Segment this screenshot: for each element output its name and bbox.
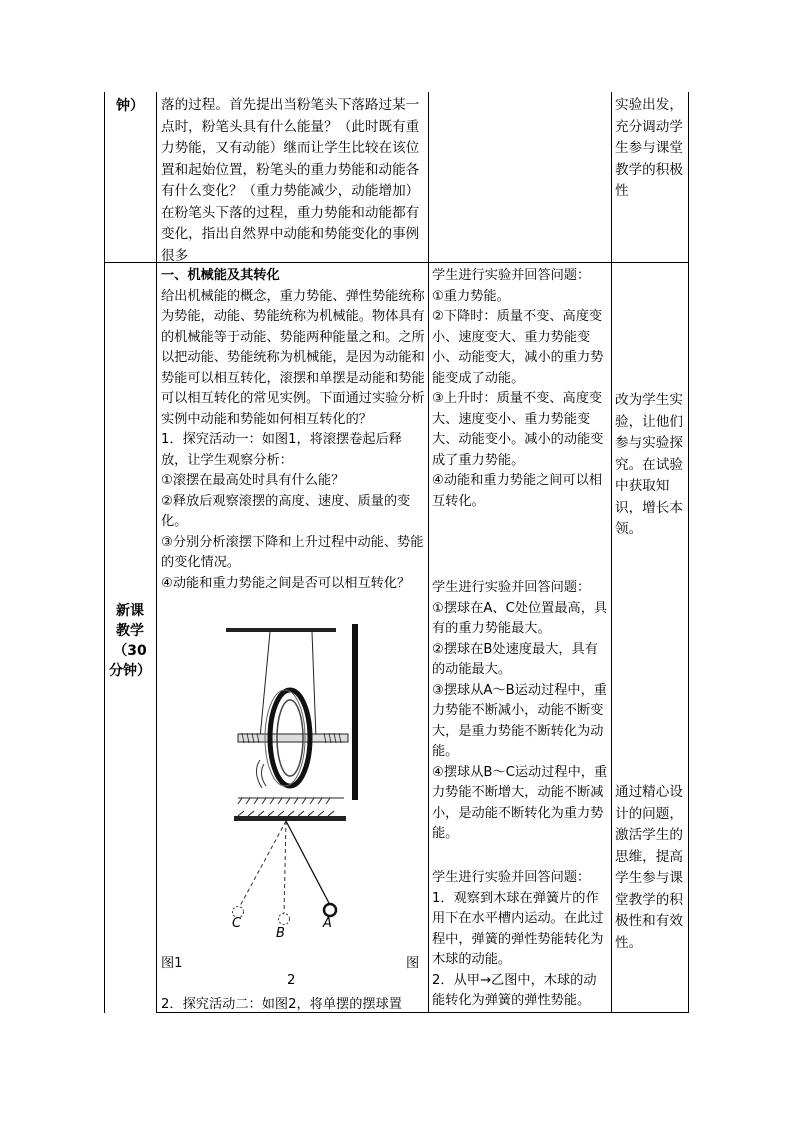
student-answer: ④摆球从B～C运动过程中，重力势能不断增大，动能不断减小，是动能不断转化为重力势能。 (432, 764, 608, 841)
design-intent-2: 通过精心设计的问题，激活学生的思维，提高学生参与课堂教学的积极性和有效性。 (615, 784, 683, 951)
table-line (611, 92, 612, 1013)
section-title: 一、机械能及其转化 (161, 268, 280, 283)
figure2-caption: 图 (406, 956, 420, 971)
design-intent-1: 改为学生实验，让他们参与实验探究。在试验中获取知识，增长本领。 (615, 392, 683, 537)
student-answer: 学生进行实验并回答问题： (432, 580, 591, 595)
student-answer: ③上升时：质量不变、高度变大、速度变小、重力势能变大、动能变小。减小的动能变成了重力势能。 (432, 391, 604, 468)
section-label (106, 601, 154, 681)
student-answer: ①摆球在A、C处位置最高，具有的重力势能最大。 (432, 600, 608, 636)
student-answer: ④动能和重力势能之间可以相互转化。 (432, 473, 603, 509)
row1-left-label: 钟） (116, 98, 144, 114)
question-3: ③分别分析滚摆下降和上升过程中动能、势能的变化情况。 (161, 534, 424, 570)
student-answer: 1．观察到木球在弹簧片的作用下在水平槽内运动。在此过程中，弹簧的弹性势能转化为木球的动能。 (432, 890, 604, 967)
student-activity-2 (432, 578, 608, 845)
section-label-line: 教学 (116, 623, 144, 639)
pendulum-label-a: A (323, 916, 332, 931)
intro-paragraph: 给出机械能的概念，重力势能、弹性势能统称为势能，动能、势能统称为机械能。物体具有的机械能等于动能、势能两种能量之和。之所以把动能、势能统称为机械能，是因为动能和势能可以相互转化，滚摆和单摆是动能和势能可以相互转化的常见实例。下面通过实验分析实例中动能和势能如何相互转化的？ (161, 288, 425, 427)
student-answer: ③摆球从A～B运动过程中，重力势能不断减小，动能不断变大，是重力势能不断转化为动能。 (432, 682, 607, 759)
table-line (688, 92, 689, 1013)
student-answer: 学生进行实验并回答问题： (432, 268, 591, 283)
student-answer: 2．从甲→乙图中，木球的动能转化为弹簧的弹性势能。 (432, 972, 597, 1008)
student-answer: 学生进行实验并回答问题： (432, 870, 591, 885)
table-line (156, 1012, 689, 1013)
section-label-line: 分钟） (109, 663, 151, 679)
rolling-pendulum-figure (224, 620, 364, 806)
row1-right-text: 实验出发，充分调动学生参与课堂教学的积极性 (615, 97, 683, 199)
student-activity-3 (432, 868, 608, 1012)
row1-main-text: 落的过程。首先提出当粉笔头下落路过某一点时，粉笔头具有什么能量？（此时既有重力势能，又有动能）继而让学生比较在该位置和起始位置，粉笔头的重力势能和动能各有什么变化？（重力势能减少，动能增加）在粉笔头下落的过程，重力势能和动能都有变化，指出自然界中动能和势能变化的事例很多 (161, 97, 420, 264)
student-answer: ①重力势能。 (432, 288, 510, 304)
figure2-caption-number: 2 (287, 973, 296, 988)
teaching-content (161, 266, 425, 594)
student-answer: ②摆球在B处速度最大，具有的动能最大。 (432, 641, 598, 677)
section-label-line: （30 (113, 643, 147, 659)
table-line (428, 92, 429, 1013)
question-1: ①滚摆在最高处时具有什么能？ (161, 473, 345, 488)
student-activity-1 (432, 266, 608, 512)
question-2: ②释放后观察滚摆的高度、速度、质量的变化。 (161, 493, 411, 529)
figure1-caption: 图1 (161, 956, 183, 971)
table-line (156, 92, 157, 1013)
section-label-line: 新课 (116, 603, 144, 619)
student-answer: ②下降时：质量不变、高度变小、速度变大、重力势能变小、动能变大，减小的重力势能变成了动能。 (432, 309, 604, 386)
question-4: ④动能和重力势能之间是否可以相互转化？ (161, 575, 411, 591)
activity1-text: 1．探究活动一：如图1，将滚摆卷起后释放，让学生观察分析： (161, 432, 402, 468)
pendulum-label-b: B (276, 926, 285, 941)
activity2-text: 2．探究活动二：如图2，将单摆的摆球置 (161, 997, 402, 1012)
table-line (104, 92, 105, 1013)
pendulum-label-c: C (232, 916, 242, 931)
